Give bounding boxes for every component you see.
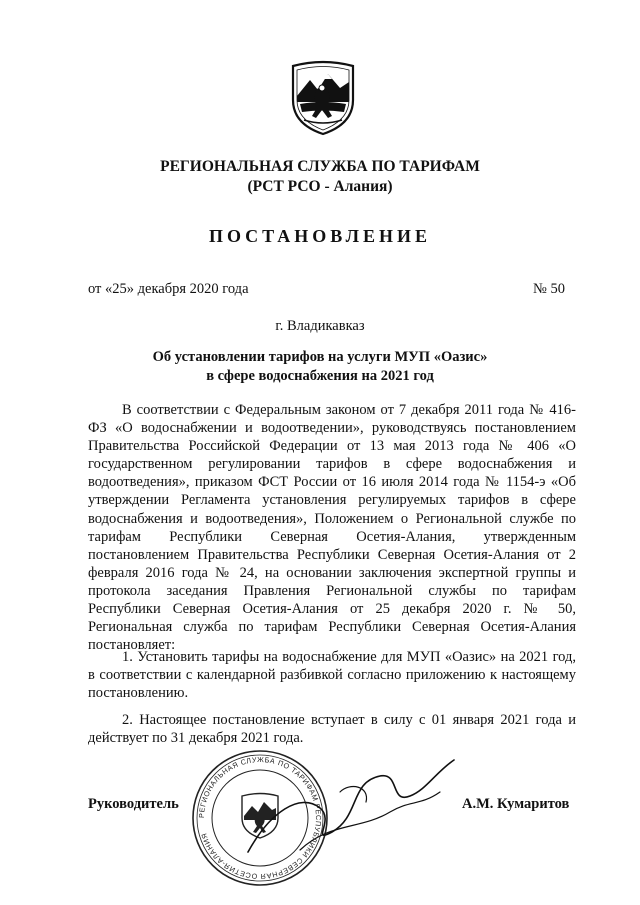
coat-of-arms-icon: [288, 60, 358, 136]
signatory-role: Руководитель: [88, 796, 179, 812]
organization-name: РЕГИОНАЛЬНАЯ СЛУЖБА ПО ТАРИФАМ: [160, 158, 480, 175]
seal-text: РЕГИОНАЛЬНАЯ СЛУЖБА ПО ТАРИФАМ РЕСПУБЛИКИ СЕВЕРНАЯ ОСЕТИЯ-АЛАНИЯ: [196, 754, 324, 882]
document-number: № 50: [533, 281, 565, 297]
signatory-name: А.М. Кумаритов: [462, 796, 570, 812]
document-date: от «25» декабря 2020 года: [88, 281, 249, 297]
document-title: ПОСТАНОВЛЕНИЕ: [208, 226, 432, 246]
subject-line-2: в сфере водоснабжения на 2021 год: [206, 368, 434, 384]
handwritten-signature-icon: [240, 752, 460, 872]
preamble-paragraph: В соответствии с Федеральным законом от 7 декабря 2011 года № 416-ФЗ «О водоснабжении и водоотведении», руководствуясь постановлением Правительства Российской Федерации от 13 мая 2013 года № 406 «О государственном регулировании тарифов в сфере водоснабжения и водоотведения», приказом ФСТ России от 16 июля 2014 года № 1154-э «Об утверждении Регламента установления регулируемых тарифов в сфере водоснабжения и водоотведения», Положением о Региональной службе по тарифам Республики Северная Осетия-Алания, утвержденным постановлением Правительства Республики Северная Осетия-Алания от 2 февраля 2016 года № 24, на основании заключения экспертной группы и протокола заседания Правления Региональной службы по тарифам Республики Северная Осетия-Алания от 25 декабря 2020 г. № 50, Региональная служба по тарифам Республики Северная Осетия-Алания постановляет:: [88, 402, 576, 654]
document-city: г. Владикавказ: [275, 318, 365, 334]
organization-abbreviation: (РСТ РСО - Алания): [247, 178, 393, 195]
resolution-item-2: 2. Настоящее постановление вступает в силу с 01 января 2021 года и действует по 31 декабря 2021 года.: [88, 712, 576, 747]
subject-line-1: Об установлении тарифов на услуги МУП «Оазис»: [152, 349, 488, 365]
resolution-item-1: 1. Установить тарифы на водоснабжение для МУП «Оазис» на 2021 год, в соответствии с календарной разбивкой согласно приложению к настоящему постановлению.: [88, 649, 576, 702]
